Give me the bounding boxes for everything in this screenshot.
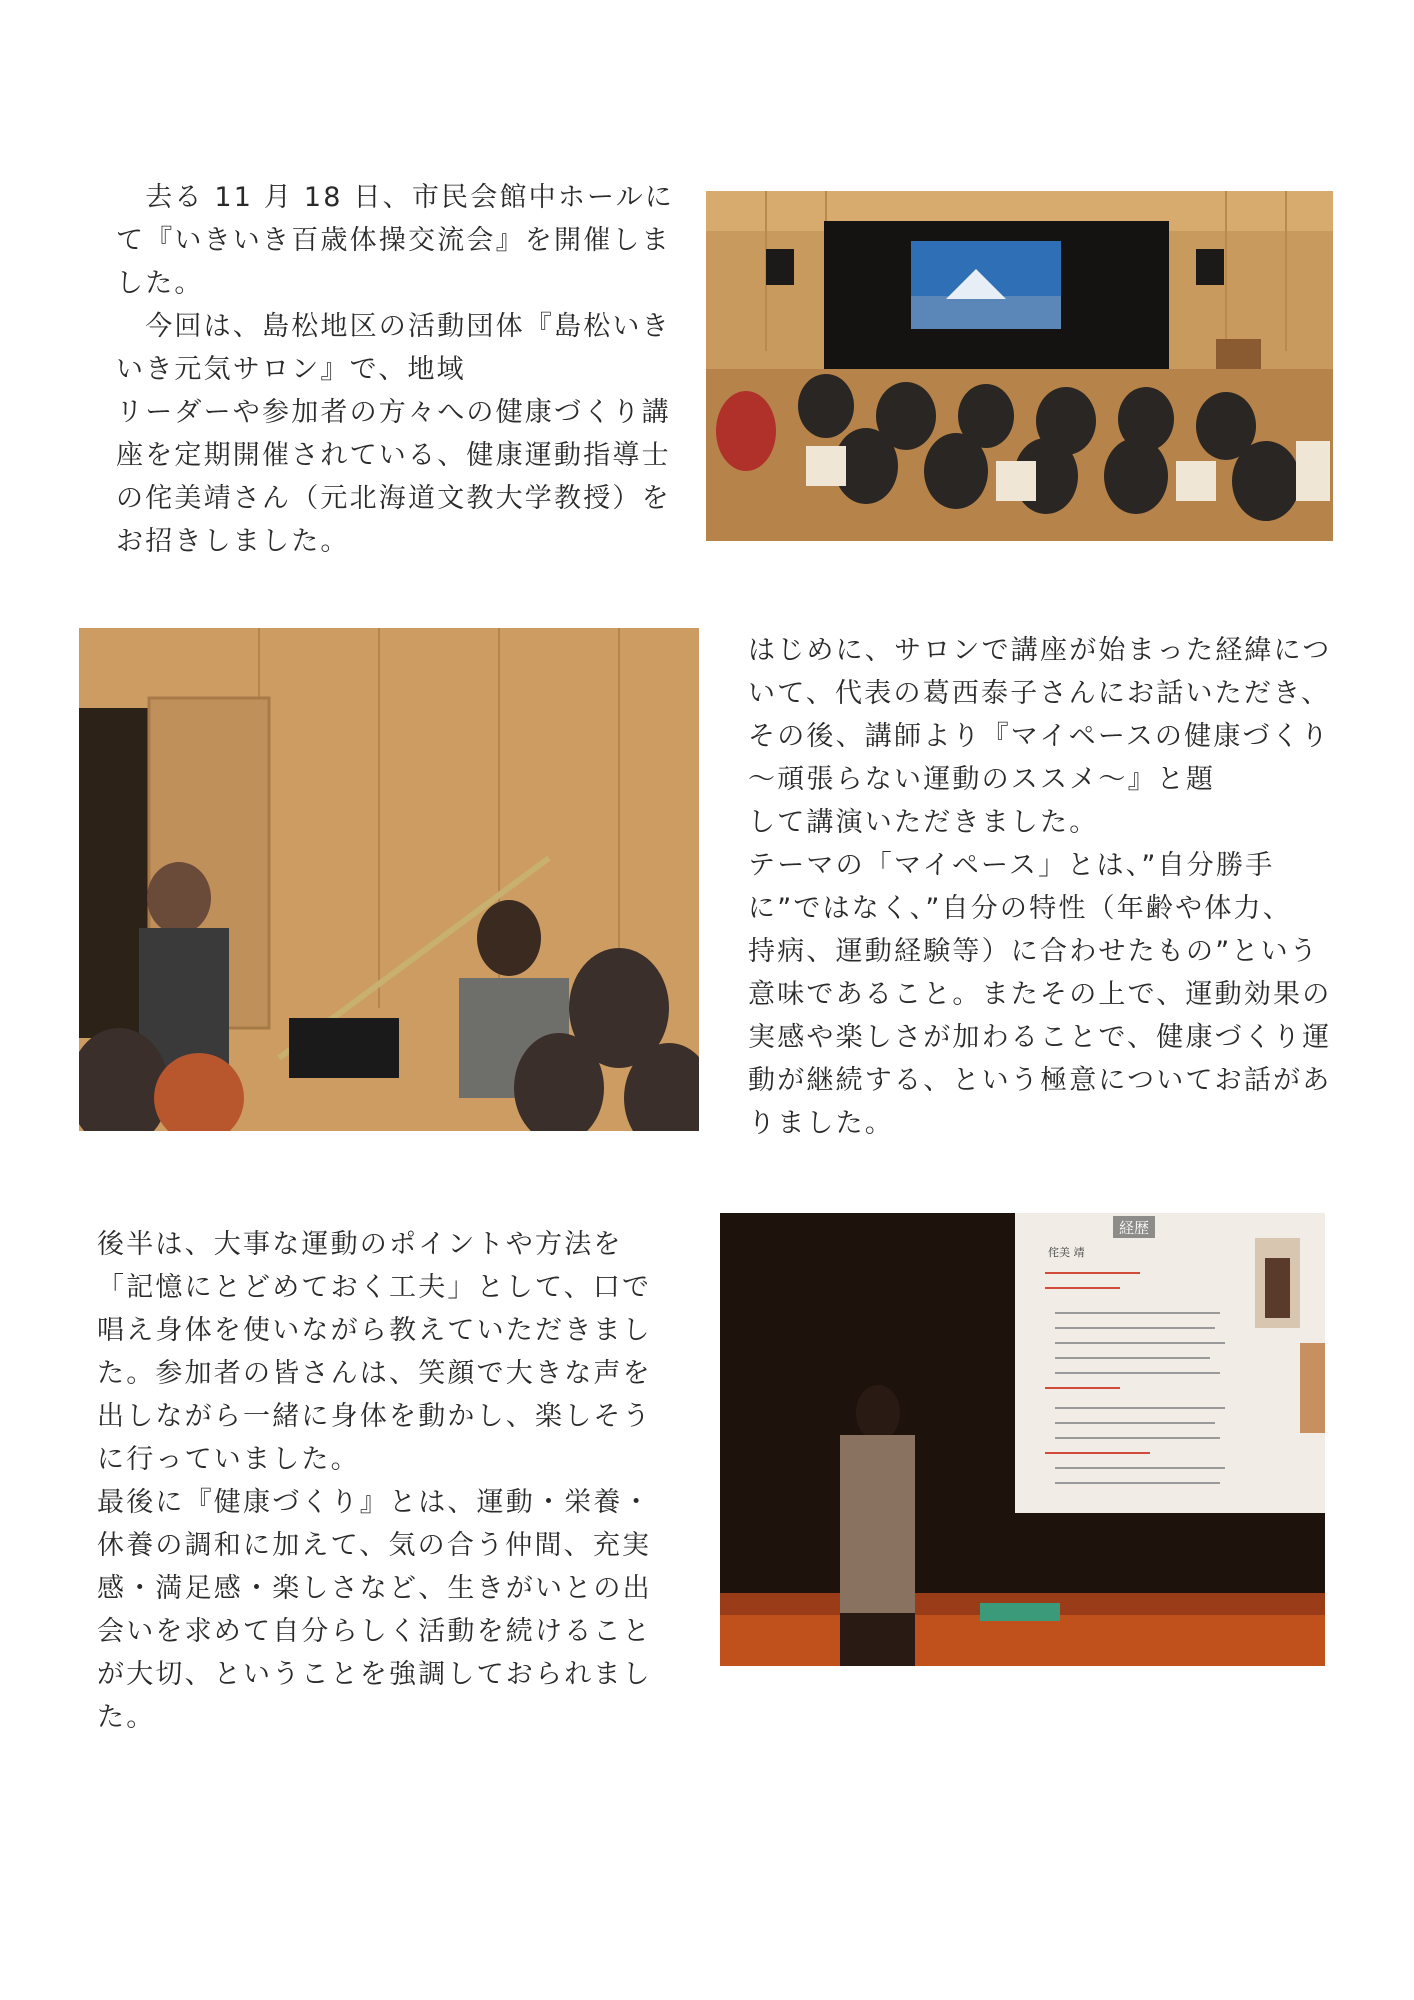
text-line: いき元気サロン』で、地域: [116, 354, 466, 385]
text-line: して講演いただきました。: [748, 807, 1099, 838]
text-line: 会いを求めて自分らしく活動を続けること: [97, 1616, 652, 1647]
text-line: りました。: [748, 1108, 894, 1139]
representative-speaking-photo: [79, 628, 699, 1131]
hall-audience-photo: [706, 191, 1333, 541]
text-line: 休養の調和に加えて、気の合う仲間、充実: [97, 1530, 652, 1561]
lecture-paragraph: [748, 629, 1331, 1145]
text-line: 実感や楽しさが加わることで、健康づくり運: [748, 1022, 1332, 1053]
text-line: に”ではなく、”自分の特性（年齢や体力、: [748, 893, 1292, 924]
text-line: 「記憶にとどめておく工夫」として、口で: [97, 1272, 652, 1303]
text-line: 後半は、大事な運動のポイントや方法を: [97, 1229, 623, 1260]
text-line: て『いきいき百歳体操交流会』を開催しま: [116, 225, 671, 256]
text-line: はじめに、サロンで講座が始まった経緯につ: [748, 635, 1332, 666]
text-line: が大切、ということを強調しておられまし: [97, 1659, 652, 1690]
text-line: 感・満足感・楽しさなど、生きがいとの出: [97, 1573, 652, 1604]
text-line: 持病、運動経験等）に合わせたもの”という: [748, 936, 1319, 967]
slide-name: 侘美 靖: [1048, 1246, 1085, 1259]
text-line: 意味であること。またその上で、運動効果の: [748, 979, 1332, 1010]
text-line: の侘美靖さん（元北海道文教大学教授）を: [116, 483, 671, 514]
lecturer-slide-photo: [720, 1213, 1325, 1666]
text-line: 座を定期開催されている、健康運動指導士: [116, 440, 671, 471]
intro-paragraph: [116, 176, 674, 563]
text-line: ～頑張らない運動のススメ～』と題: [748, 764, 1216, 795]
text-line: に行っていました。: [97, 1444, 360, 1475]
text-line: テーマの「マイペース」とは、”自分勝手: [748, 850, 1275, 881]
text-line: 唱え身体を使いながら教えていただきまし: [97, 1315, 652, 1346]
text-line: 最後に『健康づくり』とは、運動・栄養・: [97, 1487, 652, 1518]
text-line: その後、講師より『マイペースの健康づくり: [748, 721, 1331, 752]
text-line: 動が継続する、という極意についてお話があ: [748, 1065, 1332, 1096]
text-line: 出しながら一緒に身体を動かし、楽しそう: [97, 1401, 652, 1432]
text-line: いて、代表の葛西泰子さんにお話いただき、: [748, 678, 1331, 709]
text-line: 去る 11 月 18 日、市民会館中ホールに: [116, 182, 675, 213]
text-line: お招きしました。: [116, 526, 350, 557]
text-line: リーダーや参加者の方々への健康づくり講: [116, 397, 671, 428]
closing-paragraph: [97, 1223, 652, 1739]
text-line: た。参加者の皆さんは、笑顔で大きな声を: [97, 1358, 652, 1389]
text-line: た。: [97, 1702, 156, 1733]
text-line: 今回は、島松地区の活動団体『島松いき: [116, 311, 671, 342]
text-line: した。: [116, 268, 204, 299]
slide-heading: 経歴: [1118, 1219, 1150, 1237]
